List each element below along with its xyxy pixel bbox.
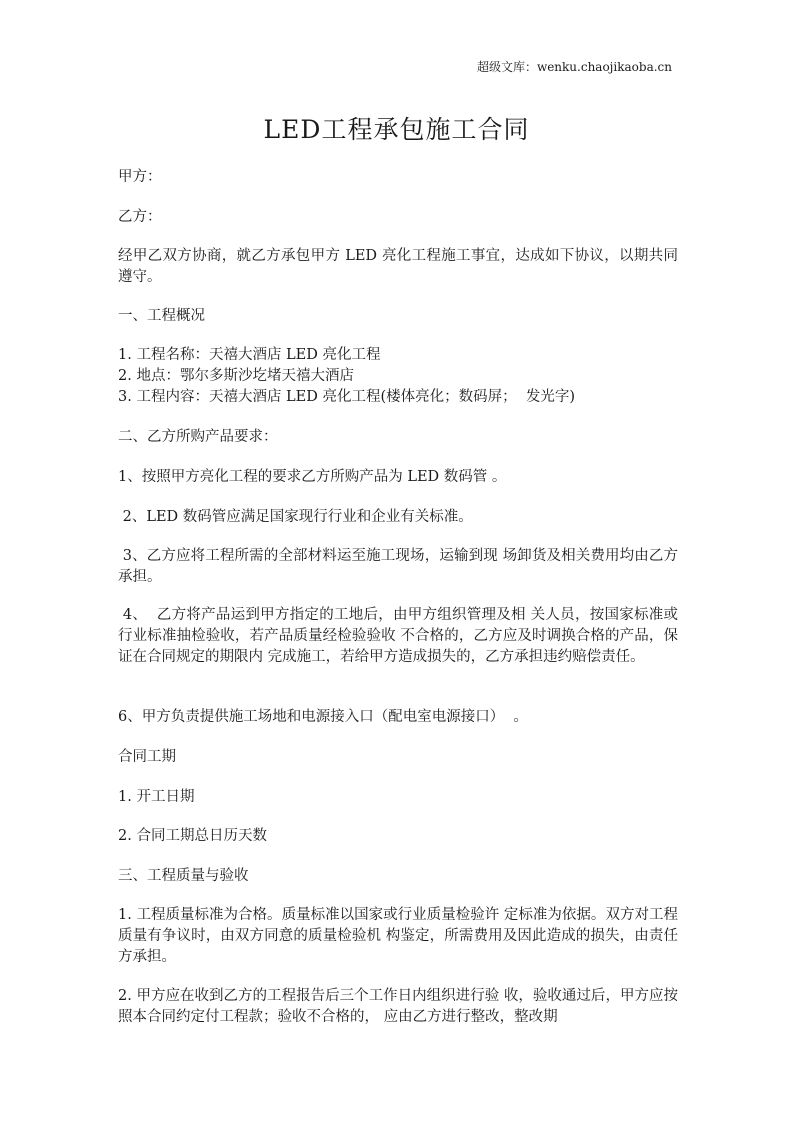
site-watermark: 超级文库：wenku.chaojikaoba.cn xyxy=(476,60,672,74)
paragraph: 2、LED 数码管应满足国家现行行业和企业有关标准。 xyxy=(118,509,473,525)
section-heading: 三、工程质量与验收 xyxy=(118,868,249,884)
list-item: 1. 开工日期 xyxy=(118,789,195,805)
section-heading: 二、乙方所购产品要求： xyxy=(118,429,278,445)
list-item: 3. 工程内容：天禧大酒店 LED 亮化工程(楼体亮化；数码屏； 发光字) xyxy=(118,389,576,405)
party-b-line: 乙方： xyxy=(118,209,162,225)
section-heading: 一、工程概况 xyxy=(118,308,205,324)
paragraph: 6、甲方负责提供施工场地和电源接入口（配电室电源接口） 。 xyxy=(118,709,528,725)
paragraph: 3、乙方应将工程所需的全部材料运至施工现场，运输到现 场卸货及相关费用均由乙方承担。 xyxy=(118,548,678,585)
paragraph: 2. 甲方应在收到乙方的工程报告后三个工作日内组织进行验 收，验收通过后，甲方应按照本合同约定付工程款；验收不合格的， 应由乙方进行整改，整改期 xyxy=(118,988,678,1025)
section-heading: 合同工期 xyxy=(118,749,176,765)
paragraph: 1. 工程质量标准为合格。质量标准以国家或行业质量检验许 定标准为依据。双方对工程质量有争议时，由双方同意的质量检验机 构鉴定，所需费用及因此造成的损失，由责任方承担。 xyxy=(118,907,678,965)
intro-paragraph: 经甲乙双方协商，就乙方承包甲方 LED 亮化工程施工事宜，达成如下协议，以期共同遵守。 xyxy=(118,248,678,285)
paragraph: 1、按照甲方亮化工程的要求乙方所购产品为 LED 数码管 。 xyxy=(118,469,507,485)
document-title: LED工程承包施工合同 xyxy=(263,115,530,144)
party-a-line: 甲方： xyxy=(118,169,162,185)
list-item: 1. 工程名称：天禧大酒店 LED 亮化工程 xyxy=(118,347,381,363)
list-item: 2. 合同工期总日历天数 xyxy=(118,828,267,844)
list-item: 2. 地点：鄂尔多斯沙圪堵天禧大酒店 xyxy=(118,368,354,384)
paragraph: 4、 乙方将产品运到甲方指定的工地后，由甲方组织管理及相 关人员，按国家标准或行业标准抽检验收，若产品质量经检验验收 不合格的，乙方应及时调换合格的产品，保证在合同规定的期限内 完成施工，若给甲方造成损失的，乙方承担违约赔偿责任。 xyxy=(118,607,678,665)
